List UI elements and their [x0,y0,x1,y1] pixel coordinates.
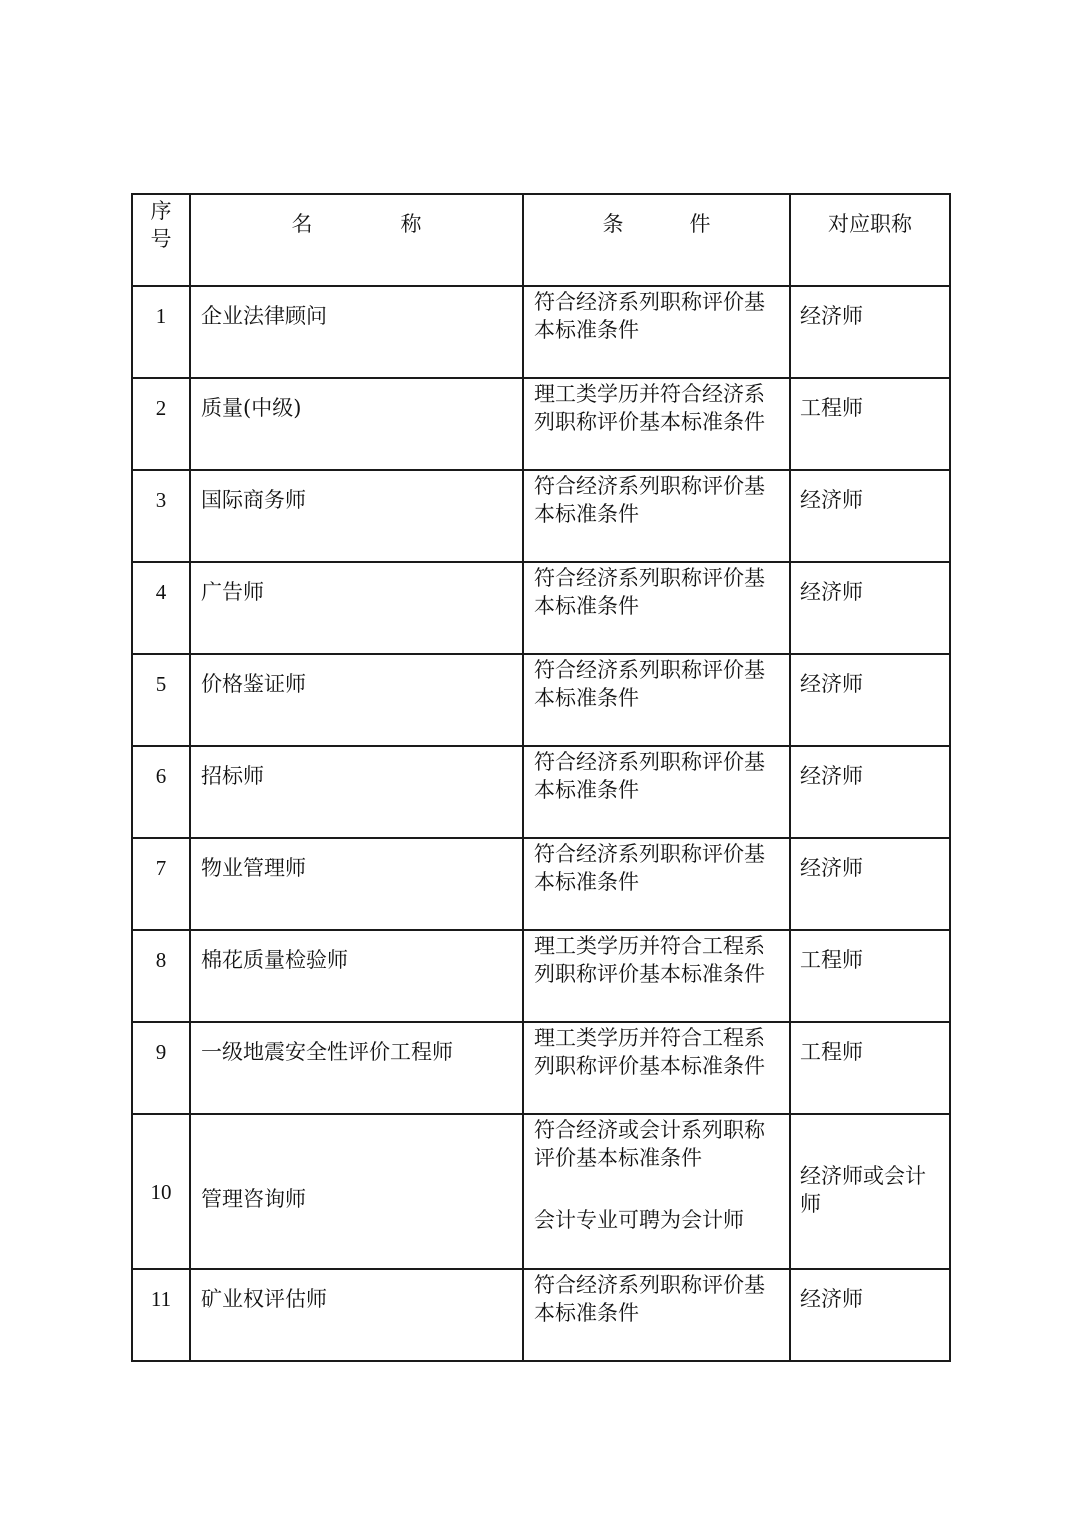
header-condition-char-1: 条 [602,212,624,236]
table-row [132,838,950,930]
row-title: 经济师 [790,470,950,562]
row-name: 一级地震安全性评价工程师 [190,1022,523,1114]
row-condition-paragraph: 理工类学历并符合工程系列职称评价基本标准条件 [534,934,765,986]
row-condition [523,746,790,838]
row-seq: 4 [132,562,190,654]
row-title: 经济师或会计师 [790,1114,950,1269]
header-seq [132,194,190,286]
row-title: 经济师 [790,746,950,838]
header-condition [523,194,790,286]
row-condition-paragraph: 符合经济系列职称评价基本标准条件 [534,842,765,894]
row-name: 矿业权评估师 [190,1269,523,1361]
row-condition-paragraph: 符合经济系列职称评价基本标准条件 [534,290,765,342]
row-title: 工程师 [790,930,950,1022]
row-name: 管理咨询师 [190,1114,523,1269]
row-condition-paragraph: 理工类学历并符合工程系列职称评价基本标准条件 [534,1026,765,1078]
row-condition [523,562,790,654]
row-title: 经济师 [790,654,950,746]
row-condition [523,1022,790,1114]
row-name: 棉花质量检验师 [190,930,523,1022]
row-seq: 8 [132,930,190,1022]
row-title: 经济师 [790,286,950,378]
table-row [132,1022,950,1114]
row-condition [523,470,790,562]
row-title: 工程师 [790,1022,950,1114]
row-seq: 10 [132,1114,190,1269]
qualification-table [131,193,951,1362]
row-condition-paragraph: 符合经济或会计系列职称评价基本标准条件 [534,1118,765,1170]
row-seq: 11 [132,1269,190,1361]
row-condition [523,286,790,378]
row-seq: 2 [132,378,190,470]
row-name: 价格鉴证师 [190,654,523,746]
table-row [132,470,950,562]
row-seq: 1 [132,286,190,378]
row-condition [523,654,790,746]
row-condition-paragraph: 会计专业可聘为会计师 [534,1208,744,1232]
header-name-char-2: 称 [400,212,422,236]
row-condition-paragraph: 符合经济系列职称评价基本标准条件 [534,566,765,618]
table-header-row [132,194,950,286]
row-condition [523,838,790,930]
row-condition-paragraph: 符合经济系列职称评价基本标准条件 [534,1273,765,1325]
row-condition-paragraph: 符合经济系列职称评价基本标准条件 [534,658,765,710]
row-name: 广告师 [190,562,523,654]
table-row [132,746,950,838]
row-name: 物业管理师 [190,838,523,930]
table-row [132,1114,950,1269]
row-seq: 3 [132,470,190,562]
table-row [132,654,950,746]
header-name [190,194,523,286]
row-condition [523,1269,790,1361]
row-name: 质量(中级) [190,378,523,470]
table-row [132,378,950,470]
header-name-char-1: 名 [291,212,313,236]
table-row [132,286,950,378]
row-seq: 9 [132,1022,190,1114]
row-condition [523,930,790,1022]
table-row [132,562,950,654]
row-title: 工程师 [790,378,950,470]
row-condition-paragraph: 符合经济系列职称评价基本标准条件 [534,750,765,802]
row-title: 经济师 [790,562,950,654]
row-name: 国际商务师 [190,470,523,562]
row-name: 招标师 [190,746,523,838]
row-title: 经济师 [790,838,950,930]
header-condition-char-2: 件 [689,212,711,236]
row-title: 经济师 [790,1269,950,1361]
row-seq: 5 [132,654,190,746]
header-title: 对应职称 [790,194,950,286]
table-row [132,1269,950,1361]
row-name: 企业法律顾问 [190,286,523,378]
header-seq-line-1: 序 [150,199,172,223]
row-condition [523,378,790,470]
table-row [132,930,950,1022]
row-seq: 6 [132,746,190,838]
row-seq: 7 [132,838,190,930]
header-seq-line-2: 号 [150,227,172,251]
table-body [132,286,950,1361]
row-condition-paragraph: 理工类学历并符合经济系列职称评价基本标准条件 [534,382,765,434]
row-condition [523,1114,790,1269]
row-condition-paragraph: 符合经济系列职称评价基本标准条件 [534,474,765,526]
